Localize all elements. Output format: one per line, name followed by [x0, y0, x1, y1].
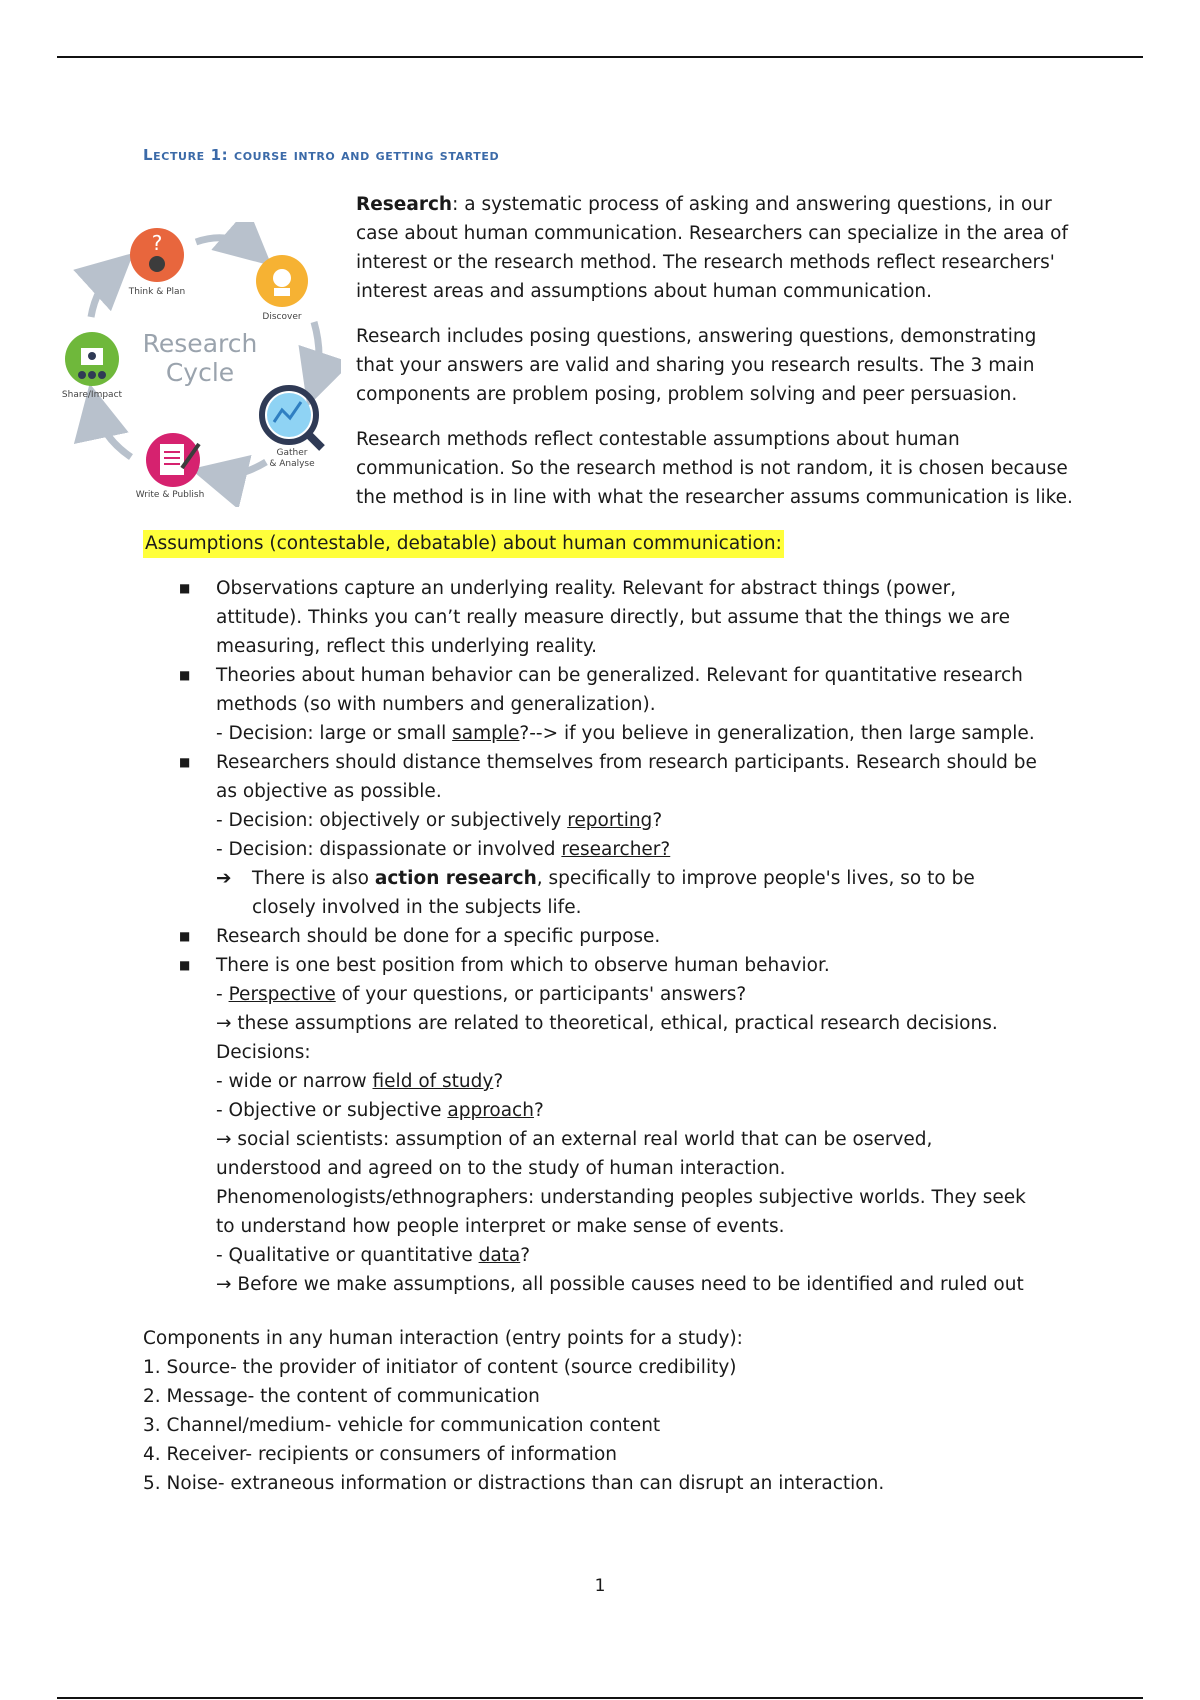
sub-line: → social scientists: assumption of an external real world that can be oserved, understood and agreed on to the study of human interaction. [216, 1129, 933, 1179]
list-item: 4. Receiver- recipients or consumers of information [143, 1444, 617, 1465]
gather-label-line2: & Analyse [269, 459, 315, 469]
cycle-arrow-3 [211, 462, 266, 476]
intro-paragraph-3: Research methods reflect contestable assumptions about human communication. So the research method is not random, it is chosen because the method is in line with what the researcher assums communication is like. [356, 429, 1073, 508]
cycle-arrow-1 [196, 238, 256, 252]
bullet-marker-icon: ■ [179, 581, 191, 595]
footer-rule [57, 1697, 1143, 1699]
assumptions-heading: Assumptions (contestable, debatable) about human communication: [143, 530, 784, 558]
cycle-center-line2: Cycle [165, 358, 235, 387]
discover-label: Discover [262, 312, 302, 322]
share-impact-label: Share/Impact [61, 390, 123, 400]
bullet-marker-icon: ■ [179, 958, 191, 972]
list-item: ■ Theories about human behavior can be generalized. Relevant for quantitative research methods (so with numbers and generalization). [143, 661, 1043, 719]
intro-paragraph-1: Research: a systematic process of asking and answering questions, in our case about human communication. Researchers can specialize in the area of interest or the research method. The research methods reflect researchers' interest areas and assumptions about human communication. [356, 194, 1069, 302]
bullet-marker-icon: ■ [179, 755, 191, 769]
components-heading: Components in any human interaction (entry points for a study): [143, 1328, 743, 1349]
think-plan-label: Think & Plan [128, 287, 186, 297]
components-section [143, 1324, 1043, 1498]
research-cycle-diagram [56, 222, 341, 507]
sub-line: - Decision: objectively or subjectively reporting? [216, 810, 663, 831]
sub-line: - Perspective of your questions, or participants' answers? [216, 984, 747, 1005]
list-item: ■ Research should be done for a specific purpose. [143, 922, 1043, 951]
sub-line: → these assumptions are related to theoretical, ethical, practical research decisions. [216, 1013, 998, 1034]
sub-line: - Decision: dispassionate or involved researcher? [216, 839, 671, 860]
list-item: ■ There is one best position from which to observe human behavior. [143, 951, 1043, 980]
list-item: 2. Message- the content of communication [143, 1386, 540, 1407]
page-number: 1 [594, 1576, 606, 1596]
intro-paragraph-2: Research includes posing questions, answering questions, demonstrating that your answers are valid and sharing you research results. The 3 main components are problem posing, problem solving and peer persuasion. [356, 326, 1037, 405]
svg-text:?: ? [151, 231, 163, 255]
sub-line: → Before we make assumptions, all possible causes need to be identified and ruled out [216, 1274, 1024, 1295]
cycle-center-line1: Research [142, 329, 258, 358]
list-item: 5. Noise- extraneous information or distractions than can disrupt an interaction. [143, 1473, 885, 1494]
cycle-arrow-5 [91, 267, 118, 317]
list-item: 3. Channel/medium- vehicle for communication content [143, 1415, 661, 1436]
lecture-title: Lecture 1: course intro and getting started [143, 146, 500, 164]
sub-line: Phenomenologists/ethnographers: understanding peoples subjective worlds. They seek to understand how people interpret or make sense of events. [216, 1187, 1026, 1237]
list-item: ■ Researchers should distance themselves from research participants. Research should be as objective as possible. [143, 748, 1043, 806]
cycle-arrow-4 [94, 404, 131, 457]
arrow-icon: ➔ [216, 868, 232, 889]
bullet-marker-icon: ■ [179, 668, 191, 682]
sub-line: - Decision: large or small sample?--> if you believe in generalization, then large sample. [216, 723, 1035, 744]
sub-line: - wide or narrow field of study? [216, 1071, 504, 1092]
write-publish-label: Write & Publish [135, 490, 205, 500]
list-item: 1. Source- the provider of initiator of content (source credibility) [143, 1357, 737, 1378]
sub-line: Decisions: [216, 1042, 311, 1063]
cycle-arrow-2 [314, 322, 319, 387]
sub-line: - Objective or subjective approach? [216, 1100, 544, 1121]
header-rule [57, 56, 1143, 58]
intro-section [356, 190, 1076, 528]
arrow-line: ➔ There is also action research, specifically to improve people's lives, so to be closely involved in the subjects life. [143, 864, 1043, 922]
sub-line: - Qualitative or quantitative data? [216, 1245, 531, 1266]
gather-label-line1: Gather [276, 448, 308, 458]
list-item: ■ Observations capture an underlying reality. Relevant for abstract things (power, attitude). Thinks you can’t really measure directly, but assume that the things we are measuring, reflect this underlying reality. [143, 574, 1043, 661]
research-term: Research [356, 194, 453, 215]
bullet-marker-icon: ■ [179, 929, 191, 943]
assumptions-list [143, 574, 1043, 1299]
